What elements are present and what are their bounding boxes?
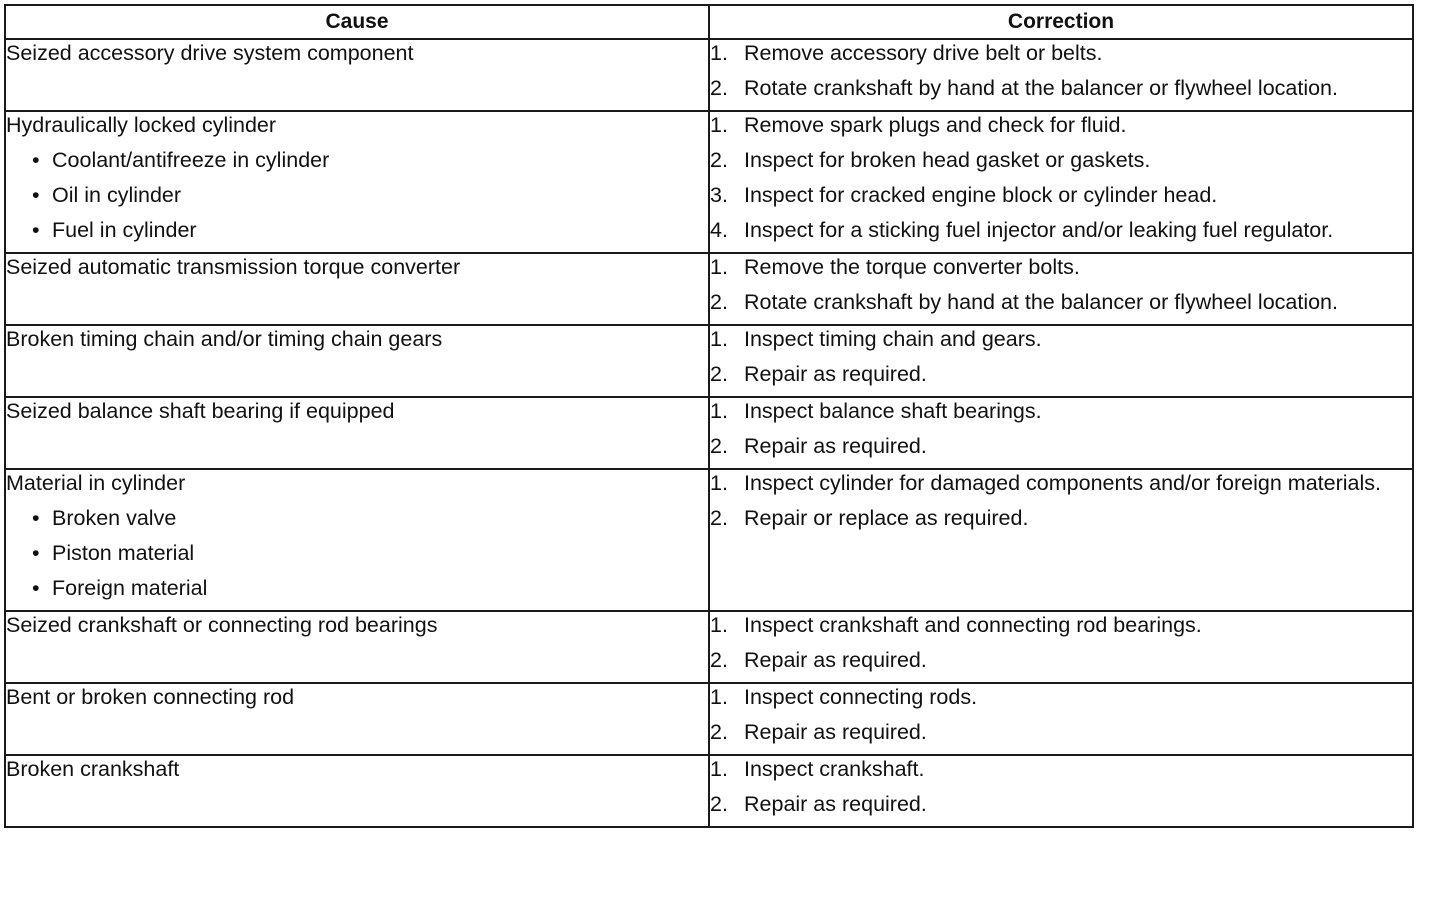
- step-number: 4.: [710, 218, 728, 242]
- table-row: [5, 469, 1413, 611]
- correction-steps: [710, 398, 1412, 459]
- cause-cell: [5, 683, 709, 755]
- cause-subitem: • Foreign material: [32, 575, 708, 601]
- table-row: [5, 325, 1413, 397]
- correction-step: [710, 40, 1412, 66]
- step-number: 1.: [710, 41, 728, 65]
- cause-cell: [5, 325, 709, 397]
- cause-cell: [5, 111, 709, 253]
- correction-cell: [709, 755, 1413, 827]
- cause-text: Seized accessory drive system component: [6, 41, 414, 65]
- cause-cell: [5, 39, 709, 111]
- step-text: Repair or replace as required.: [744, 506, 1029, 530]
- cause-text: Seized balance shaft bearing if equipped: [6, 399, 395, 423]
- step-number: 1.: [710, 471, 728, 495]
- table-row: [5, 111, 1413, 253]
- step-number: 2.: [710, 648, 728, 672]
- step-text: Repair as required.: [744, 648, 927, 672]
- step-text: Repair as required.: [744, 792, 927, 816]
- correction-steps: [710, 254, 1412, 315]
- correction-cell: [709, 611, 1413, 683]
- table-row: [5, 397, 1413, 469]
- step-text: Inspect for cracked engine block or cylinder head.: [744, 183, 1218, 207]
- header-row: [5, 5, 1413, 39]
- correction-step: [710, 217, 1412, 243]
- correction-step: [710, 326, 1412, 352]
- cause-column-header: Cause: [5, 5, 709, 39]
- step-text: Remove spark plugs and check for fluid.: [744, 113, 1127, 137]
- correction-step: [710, 719, 1412, 745]
- cause-sublist: [6, 505, 708, 601]
- step-number: 1.: [710, 113, 728, 137]
- cause-cell: [5, 611, 709, 683]
- correction-step: [710, 75, 1412, 101]
- table-body: [5, 39, 1413, 827]
- correction-step: [710, 756, 1412, 782]
- correction-step: [710, 647, 1412, 673]
- step-text: Repair as required.: [744, 362, 927, 386]
- correction-cell: [709, 683, 1413, 755]
- step-number: 1.: [710, 685, 728, 709]
- step-text: Rotate crankshaft by hand at the balancer or flywheel location.: [744, 290, 1338, 314]
- step-number: 1.: [710, 613, 728, 637]
- correction-steps: [710, 112, 1412, 243]
- step-number: 1.: [710, 327, 728, 351]
- correction-cell: [709, 469, 1413, 611]
- correction-step: [710, 361, 1412, 387]
- correction-step: [710, 289, 1412, 315]
- step-number: 1.: [710, 757, 728, 781]
- correction-cell: [709, 39, 1413, 111]
- step-text: Inspect crankshaft.: [744, 757, 925, 781]
- cause-cell: [5, 253, 709, 325]
- cause-text: Broken crankshaft: [6, 757, 180, 781]
- cause-text: Bent or broken connecting rod: [6, 685, 295, 709]
- correction-step: [710, 147, 1412, 173]
- step-number: 1.: [710, 399, 728, 423]
- step-text: Inspect crankshaft and connecting rod bearings.: [744, 613, 1202, 637]
- correction-steps: [710, 684, 1412, 745]
- correction-step: [710, 470, 1412, 496]
- step-number: 2.: [710, 720, 728, 744]
- correction-step: [710, 254, 1412, 280]
- step-text: Inspect for broken head gasket or gaskets.: [744, 148, 1151, 172]
- correction-step: [710, 612, 1412, 638]
- correction-steps: [710, 612, 1412, 673]
- cause-text: Material in cylinder: [6, 471, 186, 495]
- cause-subitem: • Broken valve: [32, 505, 708, 531]
- correction-cell: [709, 111, 1413, 253]
- step-number: 2.: [710, 148, 728, 172]
- cause-text: Broken timing chain and/or timing chain gears: [6, 327, 443, 351]
- step-text: Inspect timing chain and gears.: [744, 327, 1042, 351]
- step-number: 3.: [710, 183, 728, 207]
- step-text: Inspect connecting rods.: [744, 685, 978, 709]
- correction-step: [710, 182, 1412, 208]
- table-row: [5, 755, 1413, 827]
- step-text: Remove the torque converter bolts.: [744, 255, 1080, 279]
- step-number: 2.: [710, 434, 728, 458]
- correction-steps: [710, 756, 1412, 817]
- diagnostic-table: [4, 4, 1414, 828]
- correction-cell: [709, 397, 1413, 469]
- correction-step: [710, 398, 1412, 424]
- step-number: 2.: [710, 290, 728, 314]
- table-row: [5, 253, 1413, 325]
- cause-sublist: [6, 147, 708, 243]
- step-number: 2.: [710, 362, 728, 386]
- step-text: Rotate crankshaft by hand at the balancer or flywheel location.: [744, 76, 1338, 100]
- cause-cell: [5, 469, 709, 611]
- step-text: Inspect cylinder for damaged components and/or foreign materials.: [744, 471, 1381, 495]
- step-text: Remove accessory drive belt or belts.: [744, 41, 1103, 65]
- cause-subitem: • Coolant/antifreeze in cylinder: [32, 147, 708, 173]
- correction-steps: [710, 326, 1412, 387]
- step-text: Inspect for a sticking fuel injector and/or leaking fuel regulator.: [744, 218, 1334, 242]
- correction-cell: [709, 325, 1413, 397]
- correction-step: [710, 433, 1412, 459]
- cause-subitem: • Fuel in cylinder: [32, 217, 708, 243]
- cause-text: Seized crankshaft or connecting rod bearings: [6, 613, 438, 637]
- correction-step: [710, 791, 1412, 817]
- step-number: 2.: [710, 792, 728, 816]
- step-text: Repair as required.: [744, 720, 927, 744]
- cause-subitem: • Piston material: [32, 540, 708, 566]
- table-row: [5, 39, 1413, 111]
- correction-steps: [710, 40, 1412, 101]
- step-number: 1.: [710, 255, 728, 279]
- correction-step: [710, 505, 1412, 531]
- step-number: 2.: [710, 506, 728, 530]
- step-number: 2.: [710, 76, 728, 100]
- cause-cell: [5, 755, 709, 827]
- step-text: Inspect balance shaft bearings.: [744, 399, 1042, 423]
- table-row: [5, 683, 1413, 755]
- correction-steps: [710, 470, 1412, 531]
- correction-step: [710, 112, 1412, 138]
- correction-step: [710, 684, 1412, 710]
- cause-text: Seized automatic transmission torque converter: [6, 255, 461, 279]
- step-text: Repair as required.: [744, 434, 927, 458]
- correction-column-header: Correction: [709, 5, 1413, 39]
- correction-cell: [709, 253, 1413, 325]
- cause-cell: [5, 397, 709, 469]
- cause-text: Hydraulically locked cylinder: [6, 113, 277, 137]
- table-row: [5, 611, 1413, 683]
- cause-subitem: • Oil in cylinder: [32, 182, 708, 208]
